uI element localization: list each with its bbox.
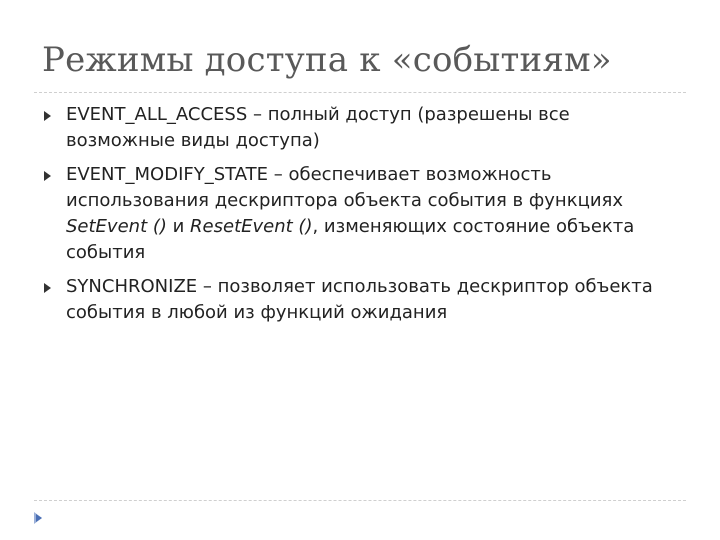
function-name-setevent: SetEvent () — [66, 216, 167, 237]
double-triangle-icon — [34, 510, 44, 526]
slide-title: Режимы доступа к «событиям» — [42, 40, 612, 80]
bullet-item-synchronize — [42, 274, 682, 326]
bullet-text: SYNCHRONIZE – позволяет использовать дескриптор объекта события в любой из функций ожидания — [66, 276, 653, 323]
double-triangle-icon-front — [36, 514, 42, 522]
triangle-right-icon — [44, 171, 51, 181]
bullet-text-before: EVENT_MODIFY_STATE – обеспечивает возможность использования дескриптора объекта события в функциях — [66, 164, 623, 211]
triangle-right-icon — [44, 111, 51, 121]
function-name-resetevent: ResetEvent () — [190, 216, 313, 237]
footer-divider — [34, 500, 686, 501]
bullet-text: EVENT_ALL_ACCESS – полный доступ (разрешены все возможные виды доступа) — [66, 104, 570, 151]
bullet-text-after: , изменяющих состояние объекта события — [66, 216, 635, 263]
title-divider — [34, 92, 686, 93]
bullet-text-middle: и — [166, 216, 191, 237]
triangle-right-icon — [44, 283, 51, 293]
bullet-list — [42, 102, 682, 334]
bullet-item-event-modify-state — [42, 162, 682, 266]
bullet-item-event-all-access — [42, 102, 682, 154]
